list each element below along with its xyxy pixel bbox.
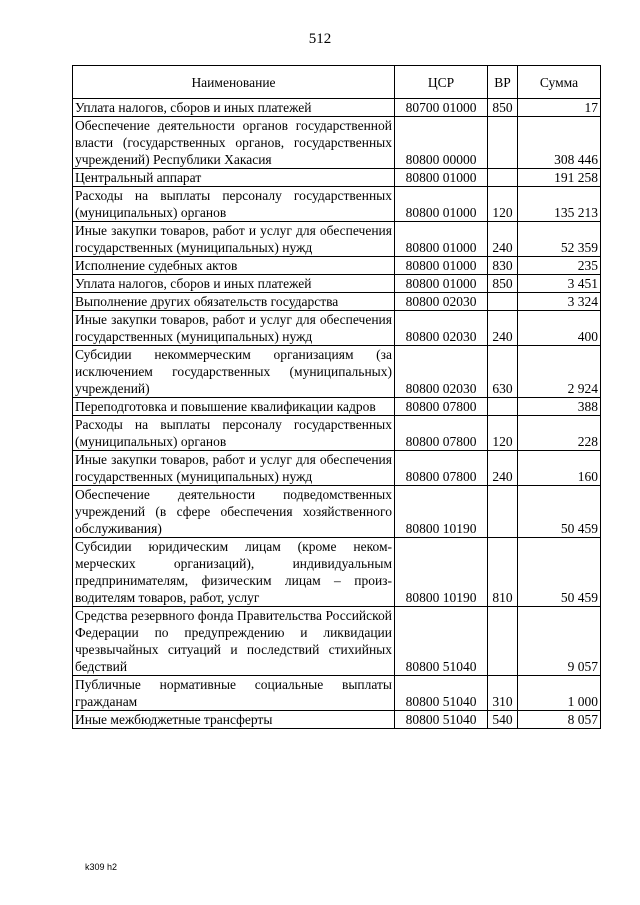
cell-sum: 3 451 — [518, 275, 601, 293]
cell-sum: 8 057 — [518, 711, 601, 729]
cell-sum: 235 — [518, 257, 601, 275]
cell-csr: 80800 07800 — [395, 451, 488, 486]
cell-sum: 400 — [518, 311, 601, 346]
cell-sum: 388 — [518, 398, 601, 416]
cell-sum: 17 — [518, 99, 601, 117]
cell-sum: 2 924 — [518, 346, 601, 398]
cell-vr: 850 — [488, 275, 518, 293]
cell-csr: 80800 10190 — [395, 538, 488, 607]
cell-name: Выполнение других обязательств государства — [73, 293, 395, 311]
cell-sum: 3 324 — [518, 293, 601, 311]
table-row — [73, 538, 601, 607]
cell-vr: 630 — [488, 346, 518, 398]
cell-name: Исполнение судебных актов — [73, 257, 395, 275]
cell-sum: 228 — [518, 416, 601, 451]
cell-vr: 240 — [488, 311, 518, 346]
cell-name: Субсидии юридическим лицам (кроме некоммерческих организаций), индивидуальным предпринимателям, физическим лицам – производителям товаров, работ, услуг — [73, 538, 395, 607]
cell-name: Уплата налогов, сборов и иных платежей — [73, 99, 395, 117]
cell-csr: 80800 07800 — [395, 398, 488, 416]
cell-name: Средства резервного фонда Правительства Российской Федерации по предупреждению и ликвидации чрезвычайных ситуаций и последствий стихийных бедствий — [73, 607, 395, 676]
cell-sum: 191 258 — [518, 169, 601, 187]
cell-csr: 80800 02030 — [395, 311, 488, 346]
table-row — [73, 416, 601, 451]
cell-sum: 160 — [518, 451, 601, 486]
cell-vr: 850 — [488, 99, 518, 117]
cell-csr: 80800 51040 — [395, 676, 488, 711]
cell-name: Субсидии некоммерческим организациям (за исключением государственных (муниципальных) учреждений) — [73, 346, 395, 398]
table-row — [73, 169, 601, 187]
table-row — [73, 346, 601, 398]
header-sum: Сумма — [518, 66, 601, 99]
cell-name: Обеспечение деятельности подведомственных учреждений (в сфере обеспечения хозяйственного обслуживания) — [73, 486, 395, 538]
table-row — [73, 99, 601, 117]
table-row — [73, 311, 601, 346]
budget-table — [72, 65, 601, 729]
cell-csr: 80800 51040 — [395, 607, 488, 676]
header-vr: ВР — [488, 66, 518, 99]
cell-vr: 830 — [488, 257, 518, 275]
table-row — [73, 117, 601, 169]
cell-name: Иные закупки товаров, работ и услуг для обеспечения государственных (муниципальных) нужд — [73, 222, 395, 257]
footer-code: k309 h2 — [85, 862, 118, 872]
cell-name: Иные закупки товаров, работ и услуг для обеспечения государственных (муниципальных) нужд — [73, 451, 395, 486]
table-row — [73, 711, 601, 729]
table-row — [73, 676, 601, 711]
table-row — [73, 451, 601, 486]
page-number: 512 — [308, 31, 332, 47]
table-row — [73, 222, 601, 257]
cell-name: Уплата налогов, сборов и иных платежей — [73, 275, 395, 293]
cell-csr: 80800 01000 — [395, 222, 488, 257]
header-name: Наименование — [73, 66, 395, 99]
cell-csr: 80800 51040 — [395, 711, 488, 729]
table-row — [73, 293, 601, 311]
cell-csr: 80800 01000 — [395, 187, 488, 222]
cell-vr — [488, 117, 518, 169]
cell-csr: 80800 10190 — [395, 486, 488, 538]
cell-sum: 135 213 — [518, 187, 601, 222]
cell-vr: 120 — [488, 187, 518, 222]
table-row — [73, 398, 601, 416]
cell-sum: 1 000 — [518, 676, 601, 711]
table-row — [73, 486, 601, 538]
cell-vr — [488, 607, 518, 676]
cell-vr: 120 — [488, 416, 518, 451]
table-row — [73, 257, 601, 275]
cell-csr: 80800 01000 — [395, 257, 488, 275]
cell-csr: 80700 01000 — [395, 99, 488, 117]
cell-name: Центральный аппарат — [73, 169, 395, 187]
cell-vr: 240 — [488, 451, 518, 486]
cell-sum: 52 359 — [518, 222, 601, 257]
cell-name: Расходы на выплаты персоналу государственных (муниципальных) органов — [73, 416, 395, 451]
cell-name: Иные закупки товаров, работ и услуг для обеспечения государственных (муниципальных) нужд — [73, 311, 395, 346]
table-header-row — [73, 66, 601, 99]
cell-name: Обеспечение деятельности органов государственной власти (государственных органов, государственных учреждений) Республики Хакасия — [73, 117, 395, 169]
cell-sum: 50 459 — [518, 486, 601, 538]
cell-vr: 310 — [488, 676, 518, 711]
cell-sum: 308 446 — [518, 117, 601, 169]
cell-name: Публичные нормативные социальные выплаты гражданам — [73, 676, 395, 711]
cell-csr: 80800 07800 — [395, 416, 488, 451]
cell-vr — [488, 486, 518, 538]
cell-csr: 80800 02030 — [395, 293, 488, 311]
cell-name: Переподготовка и повышение квалификации кадров — [73, 398, 395, 416]
cell-sum: 9 057 — [518, 607, 601, 676]
table-row — [73, 607, 601, 676]
cell-csr: 80800 01000 — [395, 169, 488, 187]
cell-vr: 540 — [488, 711, 518, 729]
cell-csr: 80800 01000 — [395, 275, 488, 293]
cell-name: Иные межбюджетные трансферты — [73, 711, 395, 729]
header-csr: ЦСР — [395, 66, 488, 99]
cell-vr — [488, 398, 518, 416]
table-row — [73, 187, 601, 222]
cell-vr — [488, 169, 518, 187]
cell-csr: 80800 00000 — [395, 117, 488, 169]
cell-vr: 810 — [488, 538, 518, 607]
cell-csr: 80800 02030 — [395, 346, 488, 398]
cell-name: Расходы на выплаты персоналу государственных (муниципальных) органов — [73, 187, 395, 222]
table-body — [73, 99, 601, 729]
cell-vr: 240 — [488, 222, 518, 257]
cell-vr — [488, 293, 518, 311]
cell-sum: 50 459 — [518, 538, 601, 607]
table-row — [73, 275, 601, 293]
